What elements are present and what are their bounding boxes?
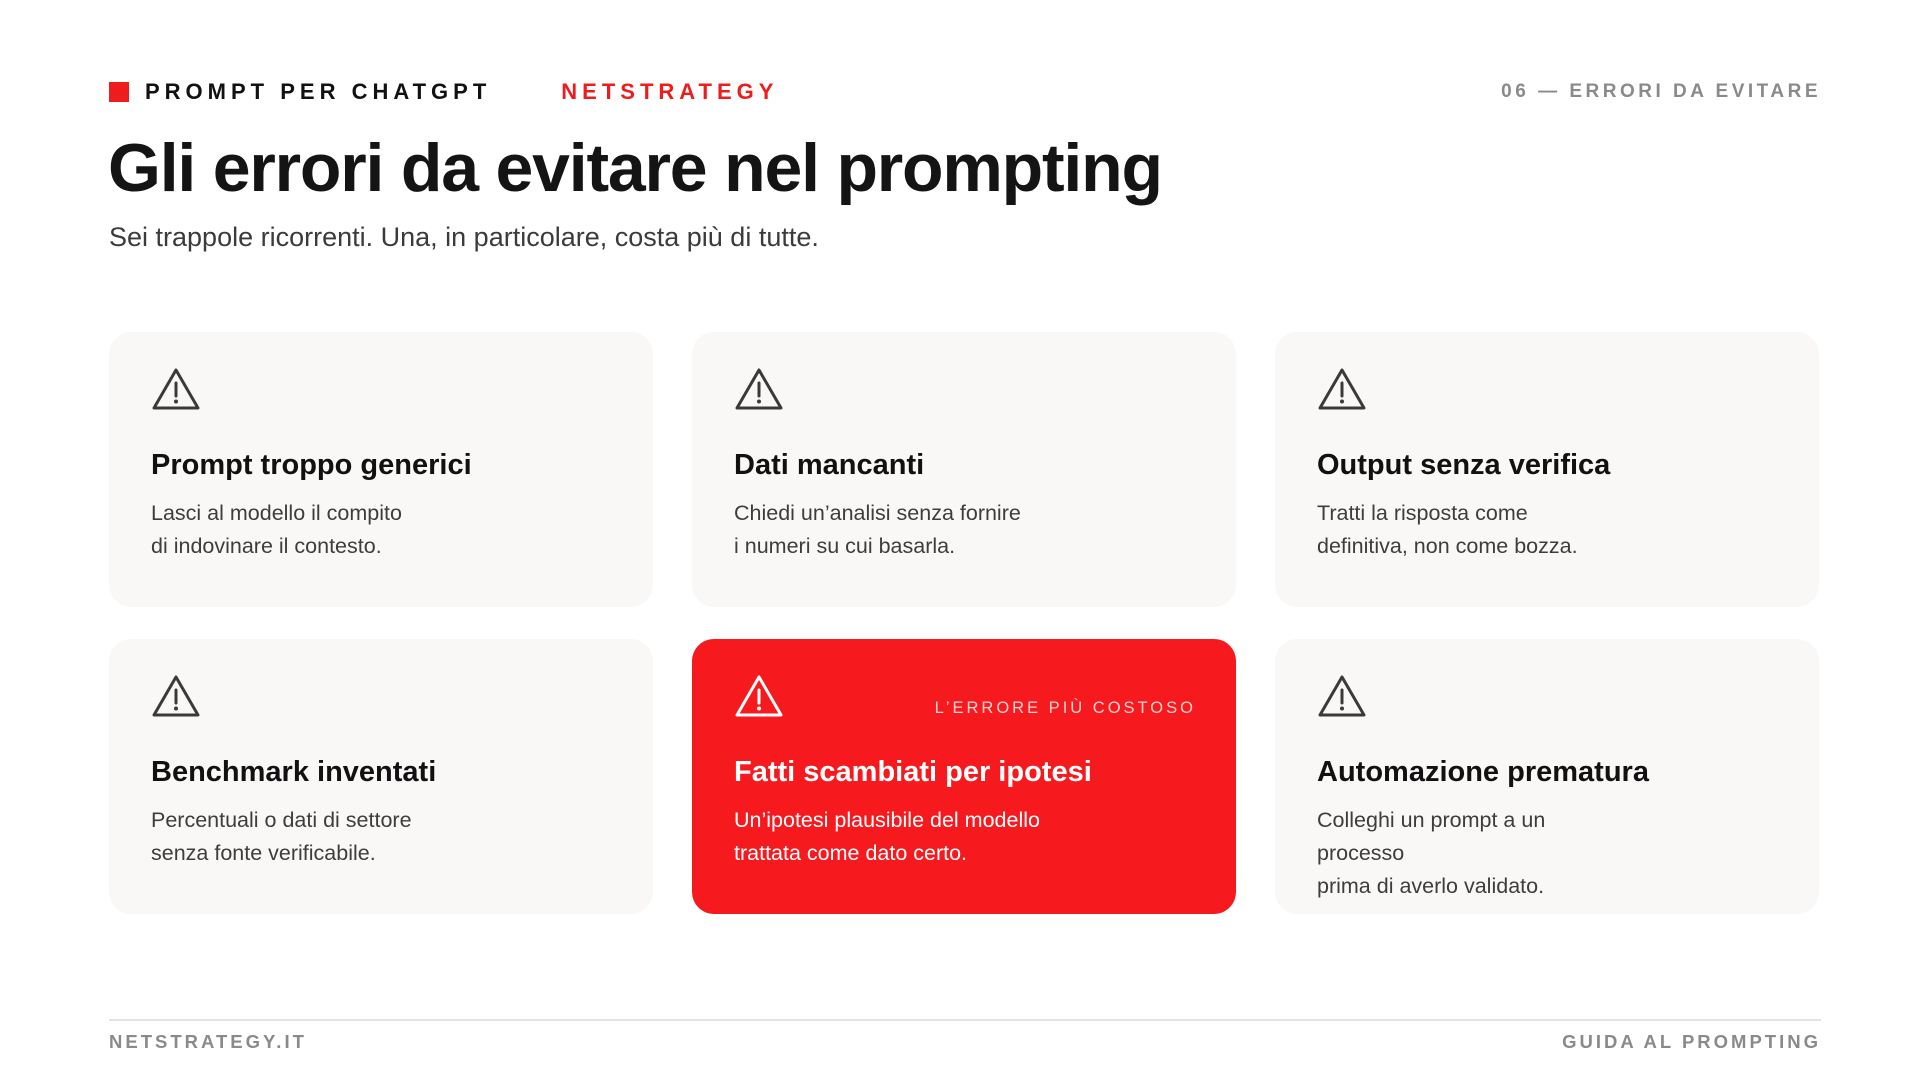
top-bar <box>109 78 1821 106</box>
card-title: Automazione prematura <box>1317 756 1649 788</box>
footer-divider <box>109 1019 1821 1021</box>
warning-triangle-icon <box>1317 673 1367 719</box>
brand-square-icon <box>109 82 129 102</box>
brand-name: NETSTRATEGY <box>561 79 779 104</box>
card-description-line: i numeri su cui basarla. <box>734 534 956 559</box>
error-card <box>109 639 653 914</box>
card-description <box>151 804 471 871</box>
card-description <box>1317 497 1637 564</box>
warning-triangle-icon <box>1317 366 1367 412</box>
card-description <box>734 497 1054 564</box>
error-card <box>1275 639 1819 914</box>
card-title: Benchmark inventati <box>151 756 437 788</box>
warning-triangle-icon <box>151 673 201 719</box>
card-description-line: trattata come dato certo. <box>734 841 968 866</box>
costliest-error-badge: L’ERRORE PIÙ COSTOSO <box>934 699 1196 717</box>
card-title: Output senza verifica <box>1317 449 1611 481</box>
card-description-line: definitiva, non come bozza. <box>1317 534 1578 559</box>
card-description-line: Un’ipotesi plausibile del modello <box>734 807 1040 832</box>
error-card <box>692 332 1236 607</box>
card-description-line: Colleghi un prompt a un processo <box>1317 807 1546 866</box>
card-description <box>734 804 1054 871</box>
card-description-line: Percentuali o dati di settore <box>151 807 412 832</box>
error-card <box>109 332 653 607</box>
warning-triangle-icon <box>734 673 784 719</box>
footer-guide-label: GUIDA AL PROMPTING <box>1562 1031 1821 1052</box>
error-card-grid <box>109 332 1820 914</box>
footer-website: NETSTRATEGY.IT <box>109 1031 307 1052</box>
card-description-line: di indovinare il contesto. <box>151 534 382 559</box>
error-card <box>1275 332 1819 607</box>
header-kicker: PROMPT PER CHATGPT <box>145 79 492 104</box>
card-title: Prompt troppo generici <box>151 449 472 481</box>
card-title: Dati mancanti <box>734 449 925 481</box>
page-title: Gli errori da evitare nel prompting <box>108 130 1162 206</box>
card-description-line: Chiedi un’analisi senza fornire <box>734 500 1021 525</box>
card-description <box>151 497 471 564</box>
card-description-line: Tratti la risposta come <box>1317 500 1528 525</box>
section-label: 06 — ERRORI DA EVITARE <box>1501 81 1821 102</box>
card-description-line: Lasci al modello il compito <box>151 500 402 525</box>
card-description <box>1317 804 1637 904</box>
card-description-line: senza fonte verificabile. <box>151 841 376 866</box>
warning-triangle-icon <box>151 366 201 412</box>
card-title: Fatti scambiati per ipotesi <box>734 756 1092 788</box>
error-card-highlighted <box>692 639 1236 914</box>
card-description-line: prima di averlo validato. <box>1317 874 1545 899</box>
page-subtitle: Sei trappole ricorrenti. Una, in particolare, costa più di tutte. <box>109 222 819 252</box>
warning-triangle-icon <box>734 366 784 412</box>
